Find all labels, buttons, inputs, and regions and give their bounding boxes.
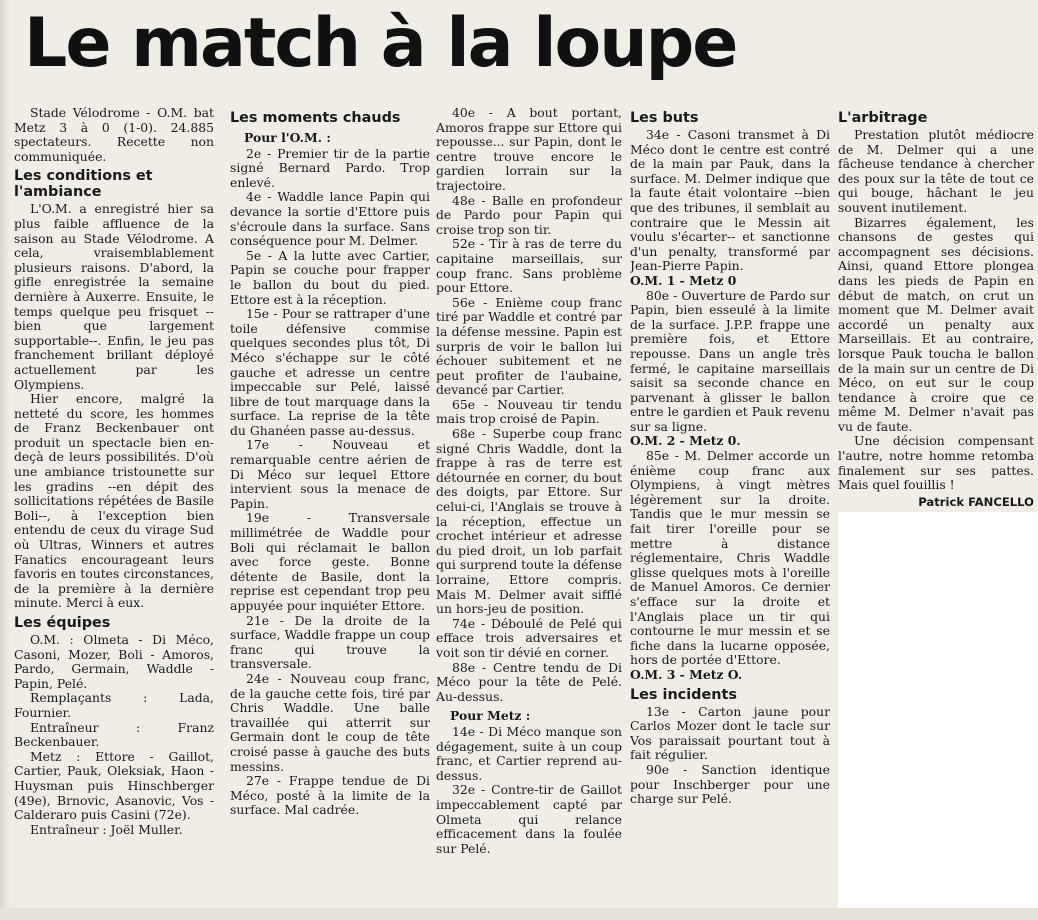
paragraph: Bizarres également, les chansons de gestes qui accompagnent ses décisions. Ainsi, quand Ettore plongea dans les pieds de Papin en début de match, on crut un moment que M. Delmer avait accordé un penalty aux Marseillais. Et au contraire, lorsque Pauk toucha le ballon de la main sur un centre de Di Méco, on eut sur le coup tendance à croire que ce même M. Delmer n'avait pas vu de faute. [838, 214, 1034, 434]
heading-incidents: Les incidents [630, 686, 737, 703]
goal-item: 85e - M. Delmer accorde un énième coup franc aux Olympiens, à vingt mètres légèrement sur la droite. Tandis que le mur messin se fait tirer l'oreille pour se mettre à distance réglementaire, Chris Waddle glisse quelques mots à l'oreille de Manuel Amoros. Ce dernier s'efface sur la droite et l'Anglais place un tir qui contourne le mur messin et se fiche dans la lucarne opposée, hors de portée d'Ettore. [630, 448, 830, 668]
moment-item: 32e - Contre-tir de Gaillot impeccablement capté par Olmeta qui relance efficacement dans la foulée sur Pelé. [436, 782, 622, 856]
moment-item: 19e - Transversale millimétrée de Waddle pour Boli qui réclamait le ballon avec force geste. Bonne détente de Basile, dont la reprise est cependant trop peu appuyée pour inquiéter Ettore. [230, 510, 430, 613]
goal-item: 34e - Casoni transmet à Di Méco dont le centre est contré de la main par Pauk, dans la surface. M. Delmer indique que la faute était volontaire --bien que des tribunes, il semblait au contraire que le Messin ait voulu s'écarter-- et sanctionne d'un penalty, transformé par Jean-Pierre Papin. [630, 127, 830, 274]
column-3 [436, 106, 622, 856]
moment-item: 48e - Balle en profondeur de Pardo pour Papin qui croise trop son tir. [436, 192, 622, 237]
paragraph: Hier encore, malgré la netteté du score, les hommes de Franz Beckenbauer ont produit un spectacle bien en-deçà de leurs possibilités. D'où une ambiance tristounette sur les gradins --en dépit des sollicitations répétées de Basile Boli--, à l'exception bien entendu de ceux du virage Sud où Ultras, Winners et autres Fanatics encourageant leurs favoris en toutes circonstances, de la première à la dernière minute. Merci à eux. [14, 391, 214, 611]
moment-item: 2e - Premier tir de la partie signé Bernard Pardo. Trop enlevé. [230, 145, 430, 190]
moment-item: 40e - A bout portant, Amoros frappe sur Ettore qui repousse... sur Papin, dont le centre trouve encore le gardien lorrain sur la trajectoire. [436, 106, 622, 193]
column-4 [630, 106, 830, 807]
incident-item: 13e - Carton jaune pour Carlos Mozer dont le tacle sur Vos paraissait pourtant tout à fait régulier. [630, 703, 830, 763]
moment-item: 4e - Waddle lance Papin qui devance la sortie d'Ettore puis s'écroule dans la surface. Sans conséquence pour M. Delmer. [230, 189, 430, 249]
heading-buts: Les buts [630, 110, 699, 126]
match-intro: Stade Vélodrome - O.M. bat Metz 3 à 0 (1-0). 24.885 spectateurs. Recette non communiquée. [14, 106, 214, 164]
heading-conditions: Les conditions et l'ambiance [14, 168, 153, 201]
incident-item: 90e - Sanction identique pour Inschberger pour une charge sur Pelé. [630, 761, 830, 807]
subheading-pour-om: Pour l'O.M. : [244, 130, 331, 145]
bottom-edge [0, 908, 1038, 920]
moment-item: 24e - Nouveau coup franc, de la gauche cette fois, tiré par Chris Waddle. Une balle travaillée qui atterrit sur Germain dont le coup de tête croisé passe à gauche des buts messins. [230, 670, 430, 774]
subheading-pour-metz: Pour Metz : [450, 708, 531, 724]
moment-item: 5e - A la lutte avec Cartier, Papin se couche pour frapper le ballon du bout du pied. Ettore est à la réception. [230, 247, 430, 307]
paragraph: L'O.M. a enregistré hier sa plus faible affluence de la saison au Stade Vélodrome. A cela, vraisemblablement plusieurs raisons. D'abord, la gifle enregistrée la semaine dernière à Auxerre. Ensuite, le temps quelque peu frisquet --bien que largement supportable--. Enfin, le jeu pas franchement brillant déployé actuellement par les Olympiens. [14, 201, 214, 392]
paragraph: Prestation plutôt médiocre de M. Delmer qui a une fâcheuse tendance à chercher des poux sur la tête de tout ce qui bouge, hâchant le jeu souvent inutilement. [838, 127, 1034, 215]
moment-item: 68e - Superbe coup franc signé Chris Waddle, dont la frappe à ras de terre est détournée en corner, du bout des doigts, par Ettore. Sur celui-ci, l'Anglais se trouve à la réception, effectue un crochet intérieur et adresse du pied droit, un lob parfait qui surprend toute la défense lorraine, Ettore compris. Mais M. Delmer avait sifflé un hors-jeu de position. [436, 426, 622, 617]
heading-equipes: Les équipes [14, 615, 111, 631]
author-signature: Patrick FANCELLO [918, 494, 1034, 509]
heading-moments: Les moments chauds [230, 110, 401, 126]
heading-arbitrage: L'arbitrage [838, 110, 928, 126]
moment-item: 14e - Di Méco manque son dégagement, suite à un coup franc, et Cartier reprend au-dessus. [436, 723, 622, 783]
blank-area [838, 512, 1038, 920]
goal-item: 80e - Ouverture de Pardo sur Papin, bien esseulé à la limite de la surface. J.P.P. frappe une première fois, et Ettore repousse. Dans un angle très fermé, le capitaine marseillais saisit sa seconde chance en parvenant à glisser le ballon entre le gardien et Pauk revenu sur sa ligne. [630, 287, 830, 434]
moment-item: 21e - De la droite de la surface, Waddle frappe un coup franc qui trouve la transversale. [230, 612, 430, 672]
moment-item: 27e - Frappe tendue de Di Méco, posté à la limite de la surface. Mal cadrée. [230, 773, 430, 818]
column-5 [838, 106, 1034, 509]
column-2 [230, 106, 430, 818]
paragraph: Une décision compensant l'autre, notre homme retomba finalement sur ses pattes. Mais quel fouillis ! [838, 433, 1034, 493]
moment-item: 74e - Déboulé de Pelé qui efface trois adversaires et voit son tir dévié en corner. [436, 615, 622, 660]
moment-item: 17e - Nouveau et remarquable centre aérien de Di Méco sur lequel Ettore intervient sous la menace de Papin. [230, 437, 430, 511]
score-line: O.M. 3 - Metz O. [630, 666, 743, 682]
moment-item: 88e - Centre tendu de Di Méco pour la tête de Pelé. Au-dessus. [436, 659, 622, 704]
page-shadow [0, 0, 10, 920]
score-line: O.M. 2 - Metz 0. [630, 433, 741, 449]
om-coach: Entraîneur : Franz Beckenbauer. [14, 719, 214, 750]
column-1 [14, 106, 214, 837]
metz-coach: Entraîneur : Joël Muller. [30, 821, 183, 837]
metz-lineup: Metz : Ettore - Gaillot, Cartier, Pauk, Oleksiak, Haon - Huysman puis Hinschberger (49e), Brnovic, Asanovic, Vos - Calderaro puis Casini (72e). [14, 748, 214, 823]
om-substitutes: Remplaçants : Lada, Fournier. [14, 690, 214, 720]
moment-item: 65e - Nouveau tir tendu mais trop croisé de Papin. [436, 396, 622, 427]
moment-item: 56e - Enième coup franc tiré par Waddle et contré par la défense messine. Papin est surpris de voir le ballon lui échouer subitement et ne peut profiter de l'aubaine, devancé par Cartier. [436, 294, 622, 398]
om-lineup: O.M. : Olmeta - Di Méco, Casoni, Mozer, Boli - Amoros, Pardo, Germain, Waddle - Papin, Pelé. [14, 632, 214, 691]
score-line: O.M. 1 - Metz 0 [630, 272, 737, 288]
moment-item: 52e - Tir à ras de terre du capitaine marseillais, sur coup franc. Sans problème pour Ettore. [436, 236, 622, 296]
moment-item: 15e - Pour se rattraper d'une toile défensive commise quelques secondes plus tôt, Di Méco s'échappe sur le côté gauche et adresse un centre impeccable sur Pelé, laissé libre de tout marquage dans la surface. La reprise de la tête du Ghanéen passe au-dessus. [230, 306, 430, 438]
headline: Le match à la loupe [24, 4, 737, 83]
